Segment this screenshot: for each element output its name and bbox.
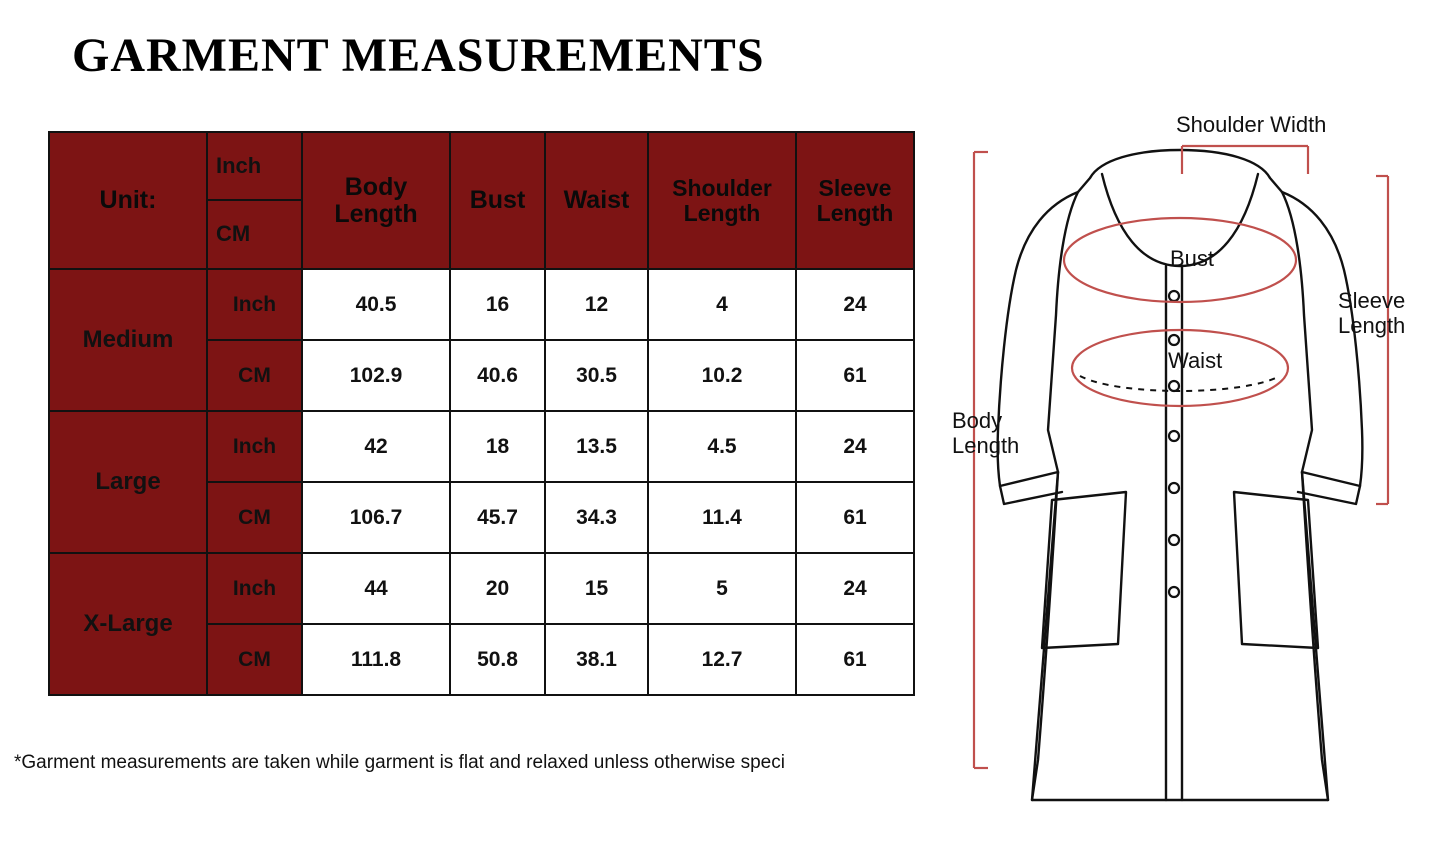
header-body-length-line2: Length: [334, 199, 418, 228]
header-waist: Waist: [545, 132, 648, 269]
button-icon: [1169, 381, 1179, 391]
row-unit-cm: CM: [207, 482, 302, 553]
right-sleeve: [1282, 192, 1362, 486]
body-length-bracket: [974, 152, 988, 768]
header-shoulder-length-line1: Shoulder: [672, 175, 772, 202]
table-row: [49, 411, 914, 482]
cell-sleeve-length: 24: [796, 411, 914, 482]
header-sleeve-length-line1: Sleeve: [818, 175, 892, 202]
label-sleeve-length-line1: Sleeve: [1338, 288, 1406, 313]
cell-waist: 30.5: [545, 340, 648, 411]
cell-shoulder-length: 4: [648, 269, 796, 340]
sleeve-length-bracket: [1376, 176, 1388, 504]
button-icon: [1169, 431, 1179, 441]
header-body-length-line1: Body: [344, 173, 408, 202]
header-sleeve-length: [796, 132, 914, 269]
button-icon: [1169, 483, 1179, 493]
cell-body-length: 102.9: [302, 340, 450, 411]
label-body-length-line2: Length: [952, 433, 1020, 459]
row-unit-inch: Inch: [207, 411, 302, 482]
cell-sleeve-length: 61: [796, 340, 914, 411]
row-unit-inch: Inch: [207, 269, 302, 340]
cell-body-length: 106.7: [302, 482, 450, 553]
footnote: *Garment measurements are taken while garment is flat and relaxed unless otherwise speci: [14, 752, 785, 773]
garment-illustration: [930, 100, 1430, 840]
cell-body-length: 42: [302, 411, 450, 482]
header-sleeve-length-line2: Length: [816, 199, 894, 226]
header-body-length: [302, 132, 450, 269]
cell-waist: 38.1: [545, 624, 648, 695]
dress-diagram-svg: [930, 100, 1430, 840]
cell-shoulder-length: 5: [648, 553, 796, 624]
header-shoulder-length-line2: Length: [683, 199, 761, 226]
cell-waist: 15: [545, 553, 648, 624]
row-size-medium: Medium: [49, 269, 207, 411]
label-body-length-line1: Body: [952, 408, 1003, 433]
header-unit-split: [207, 132, 302, 269]
row-unit-cm: CM: [207, 340, 302, 411]
cell-bust: 40.6: [450, 340, 545, 411]
cell-body-length: 44: [302, 553, 450, 624]
row-size-large: Large: [49, 411, 207, 553]
waist-dashed-guide: [1080, 376, 1280, 391]
header-unit-label: Unit:: [49, 132, 207, 269]
label-waist: Waist: [1168, 348, 1223, 373]
button-icon: [1169, 335, 1179, 345]
button-placket-buttons: [1169, 291, 1179, 597]
cell-waist: 12: [545, 269, 648, 340]
label-shoulder-width: Shoulder Width: [1176, 112, 1327, 137]
header-unit-inch: Inch: [208, 133, 301, 201]
row-unit-cm: CM: [207, 624, 302, 695]
header-unit-cm: CM: [216, 221, 251, 247]
label-bust: Bust: [1170, 246, 1215, 271]
cell-sleeve-length: 61: [796, 482, 914, 553]
row-size-xlarge: X-Large: [49, 553, 207, 695]
cell-bust: 20: [450, 553, 545, 624]
cell-waist: 13.5: [545, 411, 648, 482]
left-skirt-seam: [1032, 472, 1058, 800]
cell-sleeve-length: 61: [796, 624, 914, 695]
cell-sleeve-length: 24: [796, 553, 914, 624]
cell-waist: 34.3: [545, 482, 648, 553]
cell-shoulder-length: 11.4: [648, 482, 796, 553]
page-title: GARMENT MEASUREMENTS: [72, 29, 765, 82]
button-icon: [1169, 291, 1179, 301]
table-header-row: [49, 132, 914, 269]
row-unit-inch: Inch: [207, 553, 302, 624]
header-bust: Bust: [450, 132, 545, 269]
cell-bust: 50.8: [450, 624, 545, 695]
cell-body-length: 40.5: [302, 269, 450, 340]
button-icon: [1169, 535, 1179, 545]
garment-measurements-table: [48, 131, 915, 696]
cell-bust: 18: [450, 411, 545, 482]
table-row: [49, 553, 914, 624]
cell-shoulder-length: 10.2: [648, 340, 796, 411]
cell-sleeve-length: 24: [796, 269, 914, 340]
cell-shoulder-length: 4.5: [648, 411, 796, 482]
cell-bust: 45.7: [450, 482, 545, 553]
cell-shoulder-length: 12.7: [648, 624, 796, 695]
table-row: [49, 269, 914, 340]
cell-bust: 16: [450, 269, 545, 340]
button-icon: [1169, 587, 1179, 597]
header-shoulder-length: [648, 132, 796, 269]
label-body-length: [952, 408, 1019, 459]
cell-body-length: 111.8: [302, 624, 450, 695]
label-sleeve-length: [1338, 288, 1405, 339]
right-skirt-seam: [1302, 472, 1328, 800]
label-sleeve-length-line2: Length: [1338, 313, 1406, 339]
